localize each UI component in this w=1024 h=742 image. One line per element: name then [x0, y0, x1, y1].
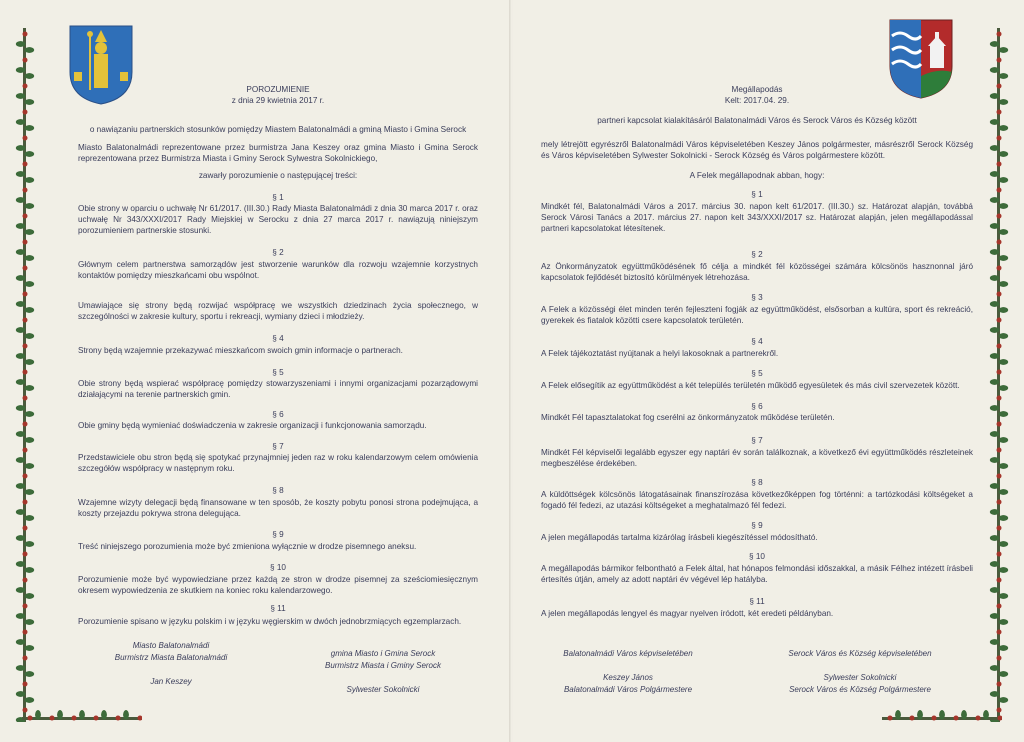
polish-page [0, 0, 511, 742]
section-number: § 9 [272, 530, 284, 539]
agreed-text: A Felek megállapodnak abban, hogy: [689, 171, 825, 180]
section-number: § 11 [749, 597, 765, 606]
parties-text: mely létrejött egyrészről Balatonalmádi Város képviseletében Keszey János polgármester, másrészről Serock Község és Város képviseletében Sylwester Sokolnicki - Serock Község és Város polgármestere között. [541, 140, 973, 160]
signature-block-serock [775, 648, 945, 696]
document-title: POROZUMIENIE [246, 85, 310, 94]
floral-border-left [14, 28, 36, 722]
section-number: § 7 [272, 442, 284, 451]
signature-line [86, 664, 256, 676]
signature-line: Burmistrz Miasta Balatonalmádi [114, 653, 228, 662]
section-text: Obie gminy będą wymieniać doświadczenia w zakresie organizacji i funkcjonowania samorządu. [78, 421, 427, 430]
hungarian-page [513, 0, 1024, 742]
section-number: § 8 [272, 486, 284, 495]
section-number: § 9 [751, 521, 763, 530]
signature-line [775, 660, 945, 672]
section-number: § 6 [751, 402, 763, 411]
signature-line: Balatonalmádi Város képviseletében [563, 649, 693, 658]
floral-border-right [988, 28, 1010, 722]
section-number: § 5 [272, 368, 284, 377]
section-number: § 2 [272, 248, 284, 257]
section-text: Wzajemne wizyty delegacji będą finansowane w ten sposób, że koszty pobytu ponosi strona podejmująca, a koszty przejazdu pokrywa strona delegująca. [78, 498, 478, 518]
section-text: A jelen megállapodás lengyel és magyar nyelven íródott, két eredeti példányban. [541, 609, 834, 618]
document-title: Megállapodás [731, 85, 783, 94]
section-text: A jelen megállapodás tartalma kizárólag írásbeli kiegészítéssel módosítható. [541, 533, 818, 542]
section-text: Mindkét Fél tapasztalatokat fog cserélni az önkormányzatok működése területén. [541, 413, 835, 422]
section-text: Porozumienie może być wypowiedziane przez każdą ze stron w drodze pisemnej za sześciomiesięcznym okresem wypowiedzenia ze skutkiem na koniec roku kalendarzowego. [78, 575, 478, 595]
section-number: § 1 [751, 190, 763, 199]
signature-line: Serock Város és Község képviseletében [788, 649, 932, 658]
intro-text: partneri kapcsolat kialakításáról Balatonalmádi Város és Serock Város és Község között [597, 116, 917, 125]
section-text: Strony będą wzajemnie przekazywać mieszkańcom swoich gmin informacje o partnerach. [78, 346, 403, 355]
parties-text: Miasto Balatonalmádi reprezentowane przez burmistrza Jana Keszey oraz gmina Miasto i Gmina Serock reprezentowana przez Burmistrza Miasta i Gminy Serock Sylwestra Sokolnickiego, [78, 143, 478, 163]
section-text: Mindkét fél, Balatonalmádi Város a 2017. március 30. napon kelt 61/2017. (III.30.) sz. Határozat alapján, továbbá Serock Városi Tanács a 2017. március 27. napon kelt 343/XXXI/2017 sz. Határozat alapján, jelen megállapodással partneri kapcsolatokat létesítenek. [541, 202, 973, 233]
document-date: Kelt: 2017.04. 29. [724, 96, 790, 105]
section-text: A megállapodás bármikor felbontható a Felek által, hat hónapos felmondási időszakkal, a másik Félhez intézett írásbeli értesítés útján, amely az adott naptári év végével lép hatályba. [541, 564, 973, 584]
signature-line [298, 672, 468, 684]
section-text: A küldöttségek kölcsönös látogatásainak finanszírozása következőképpen fog történni: a tartózkodási költségeket a fogadó fél fedezi, az utazási költségeket a meghatalmazó fél fedezi. [541, 490, 973, 510]
section-number: § 11 [270, 604, 286, 613]
section-number: § 7 [751, 436, 763, 445]
section-number: § 10 [749, 552, 765, 561]
section-text: Treść niniejszego porozumienia może być zmieniona wyłącznie w drodze pisemnego aneksu. [78, 542, 417, 551]
signature-line: Sylwester Sokolnicki [346, 685, 420, 694]
section-text: Mindkét Fél képviselői legalább egyszer egy naptári év során találkoznak, a következő évi együttműködés részleteinek megbeszélése érdekében. [541, 448, 973, 468]
section-text: Az Önkormányzatok együttműködésének fő célja a mindkét fél közösségei számára kölcsönös hasznonnal járó kapcsolatok fejlődését biztosító körülmények létrehozása. [541, 262, 973, 282]
section-number: § 10 [270, 563, 286, 572]
signature-block-balatonalmadi [86, 640, 256, 688]
signature-line: Miasto Balatonalmádi [132, 641, 210, 650]
section-text: A Felek tájékoztatást nyújtanak a helyi lakosoknak a partnerekről. [541, 349, 779, 358]
section-number: § 3 [751, 293, 763, 302]
document-date: z dnia 29 kwietnia 2017 r. [231, 96, 325, 105]
signature-line: gmina Miasto i Gmina Serock [330, 649, 436, 658]
floral-border-bottom [22, 710, 142, 726]
signature-line: Jan Keszey [150, 677, 192, 686]
section-number: § 8 [751, 478, 763, 487]
section-text: A Felek elősegítik az együttműködést a két település területén működő egyesületek és más civil szervezetek között. [541, 381, 960, 390]
section-number: § 1 [272, 193, 284, 202]
floral-border-bottom [882, 710, 1002, 726]
agreed-text: zawarły porozumienie o następującej treści: [198, 171, 358, 180]
section-text: Głównym celem partnerstwa samorządów jest stworzenie warunków dla rozwoju wzajemnie korzystnych kontaktów pomiędzy mieszkańcami obu wspólnot. [78, 260, 478, 280]
signature-block-balatonalmadi [543, 648, 713, 696]
section-text: Porozumienie spisano w języku polskim i w języku węgierskim w dwóch jednobrzmiących egzemplarzach. [78, 617, 462, 626]
section-number: § 5 [751, 369, 763, 378]
signature-line: Keszey János [603, 673, 653, 682]
signature-line: Balatonalmádi Város Polgármestere [563, 685, 693, 694]
section-number: § 2 [751, 250, 763, 259]
section-text: Obie strony w oparciu o uchwałę Nr 61/2017. (III.30.) Rady Miasta Balatonalmádi z dnia 30 marca 2017 r. oraz uchwałę Nr 343/XXXI/2017 Rady Miejskiej w Serocku z dnia 27 marca 2017 r. nawiązują niniejszym porozumieniem partnerskie stosunki. [78, 204, 478, 235]
signature-line: Burmistrz Miasta i Gminy Serock [324, 661, 442, 670]
intro-text: o nawiązaniu partnerskich stosunków pomiędzy Miastem Balatonalmádi a gminą Miasto i Gmina Serock [89, 125, 467, 134]
signature-line: Sylwester Sokolnicki [823, 673, 897, 682]
section-number: § 4 [751, 337, 763, 346]
section-number: § 6 [272, 410, 284, 419]
section-text: Obie strony będą wspierać współpracę pomiędzy stowarzyszeniami i innymi organizacjami pozarządowymi działającymi na terenie partnerskich gmin. [78, 379, 478, 399]
section-number: § 4 [272, 334, 284, 343]
section-text: Przedstawiciele obu stron będą się spotykać przynajmniej jeden raz w roku kalendarzowym celem omówienia szczegółów współpracy w następnym roku. [78, 453, 478, 473]
signature-line [543, 660, 713, 672]
signature-line: Serock Város és Község Polgármestere [789, 685, 931, 694]
section-text: Umawiające się strony będą rozwijać współpracę we wszystkich dziedzinach życia społecznego, w szczególności w zakresie kultury, sportu i rekreacji, wymiany dzieci i młodzieży. [78, 301, 478, 321]
signature-block-serock [298, 648, 468, 696]
section-text: A Felek a közösségi élet minden terén fejleszteni fogják az együttműködést, elsősorban a kultúra, sport és rekreáció, gyerekek és fiatalok közötti csere kapcsolatok területén. [541, 305, 973, 325]
